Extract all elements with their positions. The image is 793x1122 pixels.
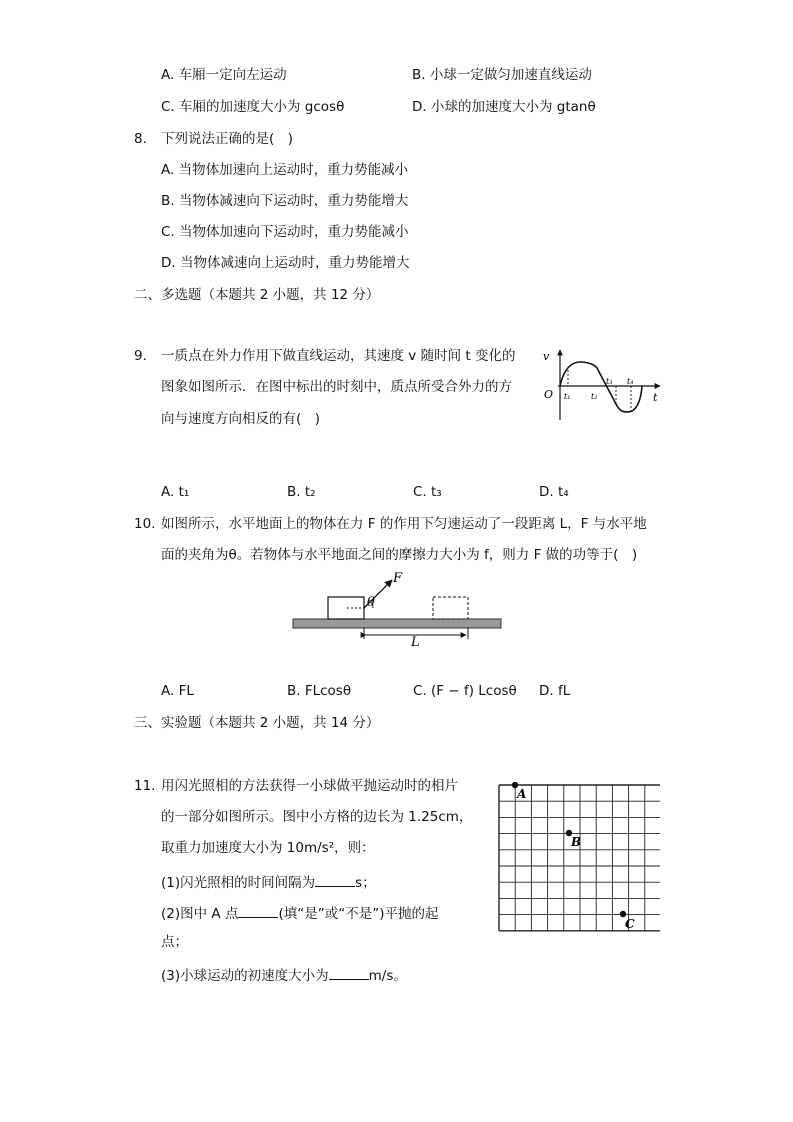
q10-option-c: C. (F − f) Lcosθ (413, 683, 517, 699)
q11-answer-blank-2 (238, 905, 278, 918)
q8-stem: 下列说法正确的是( ) (161, 131, 294, 147)
q9-stem-line3: 向与速度方向相反的有( ) (161, 411, 321, 427)
q10-block-final-position (433, 597, 468, 619)
q9-label-t4: t₄ (627, 377, 634, 386)
q9-stem-line2: 图象如图所示．在图中标出的时刻中，质点所受合外力的方 (161, 379, 512, 395)
q8-number: 8. (134, 131, 147, 147)
q11-part1-unit: s； (355, 875, 376, 891)
q10-option-b: B. FLcosθ (287, 683, 352, 699)
q9-option-a: A. t₁ (161, 484, 190, 500)
q9-label-t1: t₁ (564, 392, 571, 401)
q11-answer-blank-3 (329, 967, 369, 980)
q11-part2-continued: 点； (161, 934, 188, 950)
section-heading-experiment: 三、实验题（本题共 2 小题，共 14 分） (134, 715, 380, 731)
q11-part3-unit: m/s。 (368, 968, 407, 984)
q10-force-diagram (285, 566, 510, 650)
q11-label-b: B (571, 835, 582, 849)
q9-option-c: C. t₃ (413, 484, 442, 500)
q9-option-b: B. t₂ (287, 484, 316, 500)
q9-option-d: D. t₄ (539, 484, 569, 500)
q7-option-c: C. 车厢的加速度大小为 gcosθ (161, 99, 345, 115)
q11-stem-line1: 用闪光照相的方法获得一小球做平抛运动时的相片 (161, 778, 458, 794)
q11-part2-text-b: (填“是”或“不是”)平抛的起 (278, 906, 439, 922)
q11-part3 (161, 967, 407, 984)
q9-label-v: v (543, 350, 550, 363)
q11-number: 11. (134, 778, 156, 794)
q11-part2 (161, 905, 438, 922)
q10-stem-line2: 面的夹角为θ。若物体与水平地面之间的摩擦力大小为 f，则力 F 做的功等于( ) (161, 547, 638, 563)
q11-stem-line3: 取重力加速度大小为 10m/s²，则： (161, 840, 375, 856)
q10-label-l: L (411, 635, 420, 650)
q8-option-a: A. 当物体加速向上运动时，重力势能减小 (161, 162, 409, 178)
q11-answer-blank-1 (315, 874, 355, 887)
section-heading-multiple-choice: 二、多选题（本题共 2 小题，共 12 分） (134, 287, 380, 303)
q9-number: 9. (134, 348, 147, 364)
q9-label-t2: t₂ (591, 392, 598, 401)
q9-label-t: t (653, 391, 658, 404)
q9-stem-line1: 一质点在外力作用下做直线运动，其速度 v 随时间 t 变化的 (161, 348, 516, 364)
q7-option-d: D. 小球的加速度大小为 gtanθ (412, 99, 596, 115)
q11-label-a: A (517, 787, 527, 801)
q10-option-a: A. FL (161, 683, 194, 699)
q7-option-b: B. 小球一定做匀加速直线运动 (412, 67, 592, 83)
q11-photo-grid (496, 782, 660, 933)
q10-label-f: F (393, 571, 403, 586)
q9-velocity-time-graph (540, 346, 665, 424)
q10-block (328, 597, 364, 619)
q9-label-t3: t₃ (606, 377, 613, 386)
q10-label-theta: θ (367, 595, 375, 610)
q11-part3-text: (3)小球运动的初速度大小为 (161, 968, 329, 984)
q10-stem-line1: 如图所示，水平地面上的物体在力 F 的作用下匀速运动了一段距离 L，F 与水平地 (161, 516, 647, 532)
q11-stem-line2: 的一部分如图所示。图中小方格的边长为 1.25cm， (161, 809, 473, 825)
q10-option-d: D. fL (539, 683, 571, 699)
q9-label-origin: O (544, 388, 554, 401)
q8-option-b: B. 当物体减速向下运动时，重力势能增大 (161, 193, 409, 209)
q11-part1 (161, 874, 376, 891)
q11-label-c: C (625, 917, 635, 931)
q9-velocity-curve (560, 362, 642, 412)
q11-part2-text: (2)图中 A 点 (161, 906, 239, 922)
q11-part1-text: (1)闪光照相的时间间隔为 (161, 875, 316, 891)
q8-option-c: C. 当物体加速向下运动时，重力势能减小 (161, 224, 409, 240)
q8-option-d: D. 当物体减速向上运动时，重力势能增大 (161, 255, 410, 271)
q10-ground (293, 619, 501, 628)
q10-number: 10. (134, 516, 156, 532)
q7-option-a: A. 车厢一定向左运动 (161, 67, 287, 83)
